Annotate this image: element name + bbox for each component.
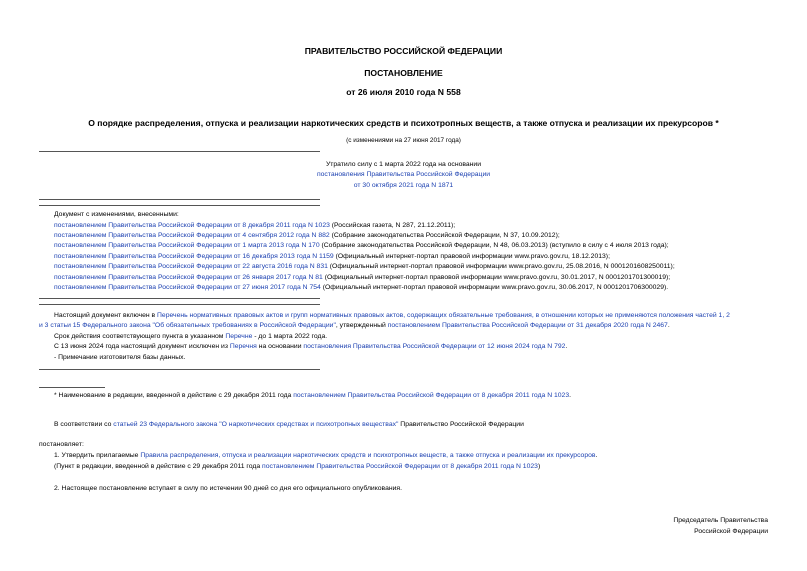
item-text: ) <box>537 463 541 470</box>
government-heading: ПРАВИТЕЛЬСТВО РОССИЙСКОЙ ФЕДЕРАЦИИ <box>304 46 503 56</box>
notice-validity <box>54 332 327 342</box>
notice-link-decree[interactable]: постановлением Правительства Российской Федерации от 31 декабря 2020 года N 2467 <box>387 322 668 329</box>
preamble-law-link[interactable]: статьей 23 Федерального закона "О наркотических средствах и психотропных веществах" <box>113 421 399 428</box>
notice-text: . <box>667 322 670 329</box>
notice-text: на основании <box>256 343 304 350</box>
signature-org: Российской Федерации <box>694 528 768 535</box>
item-text: 1. Утвердить прилагаемые <box>54 452 141 459</box>
item-2: 2. Настоящее постановление вступает в силу по истечении 90 дней со дня его официального опубликования. <box>54 485 402 492</box>
notice-paragraph-cont <box>39 321 670 331</box>
notice-paragraph <box>54 311 730 321</box>
notice-link-law[interactable]: и 3 статьи 15 Федерального закона "Об обязательных требованиях в Российской Федерации" <box>39 322 336 329</box>
amendment-link[interactable]: постановлением Правительства Российской Федерации от 1 марта 2013 года N 170 <box>54 242 320 249</box>
document-title: О порядке распределения, отпуска и реализации наркотических средств и психотропных веществ, а также отпуска и реализации их прекурсоров * <box>88 118 719 128</box>
divider <box>39 304 320 305</box>
notice-exclusion <box>54 342 567 352</box>
expired-link-date[interactable]: от 30 октября 2021 года N 1871 <box>353 182 454 189</box>
footnote <box>54 391 571 401</box>
amendment-source: (Собрание законодательства Российской Федерации, N 48, 06.03.2013) (вступило в силу с 4 июля 2013 года); <box>319 242 669 249</box>
amendment-source: (Официальный интернет-портал правовой информации www.pravo.gov.ru, 18.12.2013); <box>333 253 610 260</box>
amendment-item <box>54 221 455 231</box>
amendments-intro: Документ с изменениями, внесенными: <box>54 211 179 218</box>
notice-text: Срок действия соответствующего пункта в указанном <box>54 333 226 340</box>
notice-text: Настоящий документ включен в <box>54 312 158 319</box>
divider <box>39 369 320 370</box>
item-1 <box>54 451 597 461</box>
expired-link-decree[interactable]: постановления Правительства Российской Федерации <box>316 171 491 178</box>
amendment-source: (Официальный интернет-портал правовой информации www.pravo.gov.ru, 30.01.2017, N 0001201701300019); <box>322 274 671 281</box>
rules-link[interactable]: Правила распределения, отпуска и реализации наркотических средств и психотропных веществ, а также отпуска и реализации их прекурсоров <box>140 452 596 459</box>
amendment-item <box>54 252 610 262</box>
footnote-link[interactable]: постановлением Правительства Российской Федерации от 8 декабря 2011 года N 1023 <box>293 392 570 399</box>
notice-text: С 13 июня 2024 года настоящий документ исключен из <box>54 343 230 350</box>
amendment-source: (Официальный интернет-портал правовой информации www.pravo.gov.ru, 25.08.2016, N 0001201608250011); <box>327 263 675 270</box>
amendment-source: (Российская газета, N 287, 21.12.2011); <box>329 222 456 229</box>
divider <box>39 151 320 152</box>
amendment-link[interactable]: постановлением Правительства Российской Федерации от 4 сентября 2012 года N 882 <box>54 232 330 239</box>
amendment-item <box>54 231 560 241</box>
notice-text: , утвержденный <box>335 322 388 329</box>
notice-text: - до 1 марта 2022 года. <box>252 333 328 340</box>
divider <box>39 199 320 200</box>
document-date-number: от 26 июля 2010 года N 558 <box>346 87 461 97</box>
item-text: . <box>595 452 598 459</box>
divider <box>39 205 320 206</box>
amendment-item <box>54 283 668 293</box>
expired-notice: Утратило силу с 1 марта 2022 года на основании <box>325 161 482 168</box>
footnote-text: . <box>569 392 572 399</box>
notice-link-list[interactable]: Перечня <box>229 343 257 350</box>
item-1-note <box>54 462 540 472</box>
notice-note: - Примечание изготовителя базы данных. <box>54 354 186 361</box>
amendment-item <box>54 241 669 251</box>
amendment-link[interactable]: постановлением Правительства Российской Федерации от 8 декабря 2011 года N 1023 <box>54 222 330 229</box>
preamble <box>54 420 524 430</box>
amendment-source: (Собрание законодательства Российской Федерации, N 37, 10.09.2012); <box>329 232 560 239</box>
item-text: (Пункт в редакции, введенной в действие с 29 декабря 2011 года <box>54 463 263 470</box>
revision-note: (с изменениями на 27 июня 2017 года) <box>346 137 461 144</box>
amendment-link[interactable]: постановлением Правительства Российской Федерации от 8 декабря 2011 года N 1023 <box>262 463 538 470</box>
amendment-link[interactable]: постановлением Правительства Российской Федерации от 26 января 2017 года N 81 <box>54 274 323 281</box>
footnote-text: * Наименование в редакции, введенной в действие с 29 декабря 2011 года <box>54 392 294 399</box>
notice-link-list[interactable]: Перечне <box>225 333 253 340</box>
amendment-item <box>54 273 670 283</box>
divider <box>39 298 320 299</box>
preamble-text: В соответствии со <box>54 421 114 428</box>
preamble-text: Правительство Российской Федерации <box>398 421 524 428</box>
notice-link-list[interactable]: Перечень нормативных правовых актов и групп нормативных правовых актов, содержащих обязательные требования, в отношении которых не применяются положения частей 1, 2 <box>157 312 730 319</box>
footnote-divider <box>39 387 105 388</box>
resolves-label: постановляет: <box>39 441 84 448</box>
notice-link-decree[interactable]: постановления Правительства Российской Федерации от 12 июня 2024 года N 792 <box>303 343 566 350</box>
document-type: ПОСТАНОВЛЕНИЕ <box>364 68 443 78</box>
amendment-link[interactable]: постановлением Правительства Российской Федерации от 22 августа 2016 года N 831 <box>54 263 328 270</box>
amendment-link[interactable]: постановлением Правительства Российской Федерации от 16 декабря 2013 года N 1159 <box>54 253 334 260</box>
signature-title: Председатель Правительства <box>673 517 768 524</box>
amendment-item <box>54 262 675 272</box>
amendment-link[interactable]: постановлением Правительства Российской Федерации от 27 июня 2017 года N 754 <box>54 284 321 291</box>
amendment-source: (Официальный интернет-портал правовой информации www.pravo.gov.ru, 30.06.2017, N 0001201706300029). <box>320 284 669 291</box>
notice-text: . <box>565 343 568 350</box>
